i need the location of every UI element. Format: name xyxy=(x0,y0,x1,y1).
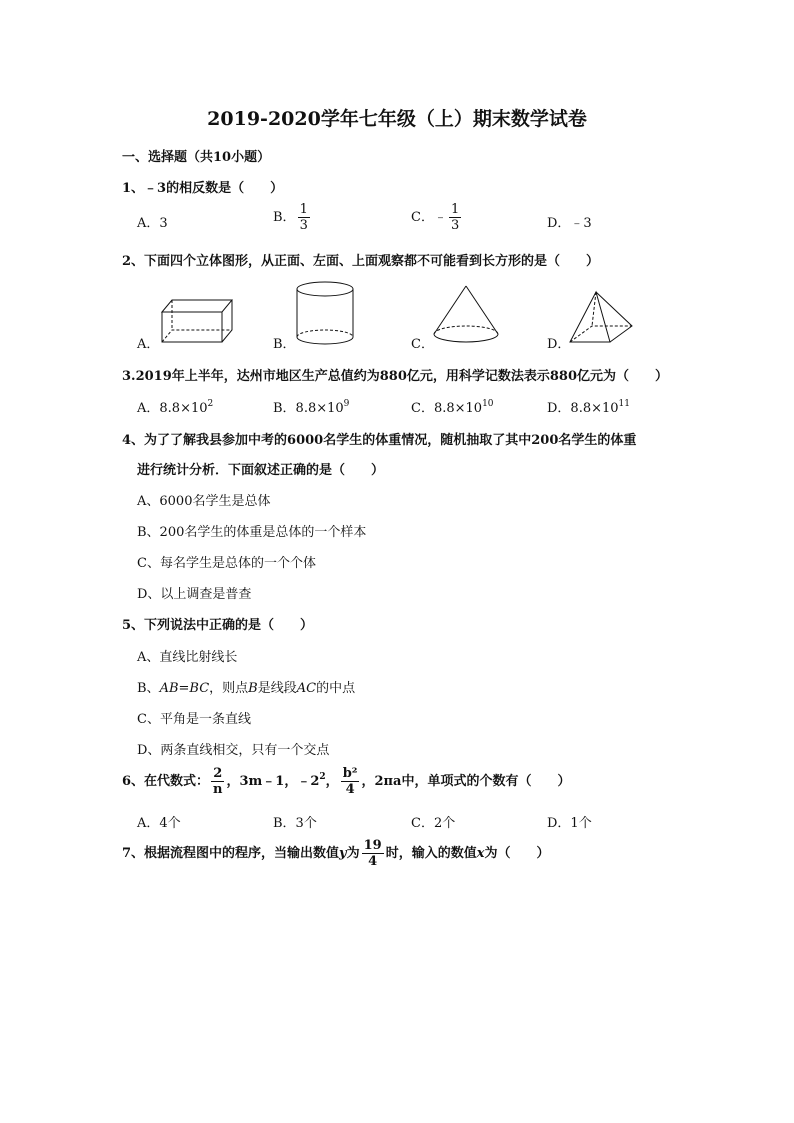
q3-a-exponent: 2 xyxy=(207,399,214,409)
question-5-stem: 5、下列说法中正确的是（ ） xyxy=(122,618,314,633)
fraction-denominator: 3 xyxy=(450,218,460,233)
q7-stem-mid2: 时，输入的数值 xyxy=(385,846,477,861)
q6-exponent: 2 xyxy=(319,772,326,782)
fraction-numerator: 1 xyxy=(299,202,308,217)
q3-c-base: C．8.8×10 xyxy=(411,401,483,416)
q6-fraction-2 xyxy=(341,766,360,797)
fraction-denominator: n xyxy=(213,782,223,797)
q1-option-b-label: B． xyxy=(273,210,296,225)
q7-stem-mid: 为 xyxy=(346,846,360,861)
question-4-stem-line2: 进行统计分析．下面叙述正确的是（ ） xyxy=(137,463,385,478)
q1-option-c-label: C．﹣ xyxy=(411,210,447,225)
q1-option-a: A．3 xyxy=(137,216,168,231)
q2-option-d: D． xyxy=(547,337,571,352)
fraction-denominator: 3 xyxy=(299,218,308,233)
page-title: 2019-2020学年七年级（上）期末数学试卷 xyxy=(207,108,587,130)
q7-stem-suffix: 为（ ） xyxy=(484,846,550,861)
q5-b-text2: 是线段 xyxy=(257,681,297,696)
question-2-stem: 2、下面四个立体图形，从正面、左面、上面观察都不可能看到长方形的是（ ） xyxy=(122,254,600,269)
question-3-stem: 3.2019年上半年，达州市地区生产总值约为880亿元，用科学记数法表示880亿元为（ ） xyxy=(122,369,669,384)
q6-stem-mid: ，3m﹣1，﹣2 xyxy=(226,774,320,789)
fraction-numerator: b² xyxy=(342,766,358,781)
section-heading: 一、选择题（共10小题） xyxy=(122,150,271,165)
q5-option-c: C、平角是一条直线 xyxy=(137,712,251,727)
fraction-denominator: 4 xyxy=(368,854,378,869)
q6-fraction-1 xyxy=(211,766,224,797)
q3-c-exponent: 10 xyxy=(482,399,494,409)
pyramid-figure xyxy=(566,290,638,348)
q3-option-c xyxy=(411,397,494,416)
q5-option-d: D、两条直线相交，只有一个交点 xyxy=(137,743,330,758)
fraction-denominator: 4 xyxy=(345,782,355,797)
q6-stem-prefix: 6、在代数式： xyxy=(122,774,210,789)
q7-variable-x: x xyxy=(476,846,485,861)
q5-option-b xyxy=(137,677,355,696)
q2-option-a: A． xyxy=(137,337,160,352)
q3-a-base: A．8.8×10 xyxy=(137,401,208,416)
q1-option-c xyxy=(411,202,463,233)
q3-option-b xyxy=(273,397,349,416)
q6-option-b: B．3个 xyxy=(273,816,317,831)
q6-option-a: A．4个 xyxy=(137,816,181,831)
q3-option-d xyxy=(547,397,630,416)
q7-variable-y: y xyxy=(339,846,347,861)
fraction-numerator: 2 xyxy=(213,766,223,781)
q4-option-c: C、每名学生是总体的一个个体 xyxy=(137,556,316,571)
q5-b-prefix: B、 xyxy=(137,681,160,696)
q5-option-a: A、直线比射线长 xyxy=(137,650,238,665)
q3-b-exponent: 9 xyxy=(343,399,350,409)
q4-option-b: B、200名学生的体重是总体的一个样本 xyxy=(137,525,367,540)
q6-stem-suffix: ，2πa中，单项式的个数有（ ） xyxy=(361,774,571,789)
q5-b-text: ，则点 xyxy=(209,681,249,696)
cone-figure xyxy=(430,284,502,348)
q3-option-a xyxy=(137,397,213,416)
q7-stem-prefix: 7、根据流程图中的程序，当输出数值 xyxy=(122,846,340,861)
q1-option-b-fraction xyxy=(298,202,310,233)
question-4-stem-line1: 4、为了了解我县参加中考的6000名学生的体重情况，随机抽取了其中200名学生的体重 xyxy=(122,433,637,448)
q5-b-point: B xyxy=(248,681,258,696)
q2-option-c: C． xyxy=(411,337,434,352)
question-1-stem: 1、﹣3的相反数是（ ） xyxy=(122,181,284,196)
q3-b-base: B．8.8×10 xyxy=(273,401,344,416)
q4-option-d: D、以上调查是普查 xyxy=(137,587,252,602)
q7-fraction xyxy=(362,838,384,869)
fraction-numerator: 1 xyxy=(450,202,460,217)
q4-option-a: A、6000名学生是总体 xyxy=(137,494,271,509)
q1-option-d: D．﹣3 xyxy=(547,216,592,231)
q3-d-exponent: 11 xyxy=(618,399,630,409)
fraction-numerator: 19 xyxy=(363,838,382,853)
cuboid-figure xyxy=(158,298,238,346)
question-6-stem xyxy=(122,766,570,797)
q3-d-base: D．8.8×10 xyxy=(547,401,619,416)
q6-stem-mid2: ， xyxy=(325,774,339,789)
q5-b-end: 的中点 xyxy=(316,681,356,696)
q1-option-c-fraction xyxy=(449,202,461,233)
q1-option-b xyxy=(273,202,312,233)
q6-option-d: D．1个 xyxy=(547,816,592,831)
q6-option-c: C．2个 xyxy=(411,816,456,831)
q5-b-equation: AB=BC xyxy=(159,681,210,696)
q2-option-b: B． xyxy=(273,337,296,352)
question-7-stem xyxy=(122,838,550,869)
cylinder-figure xyxy=(293,280,357,348)
q5-b-segment: AC xyxy=(296,681,317,696)
